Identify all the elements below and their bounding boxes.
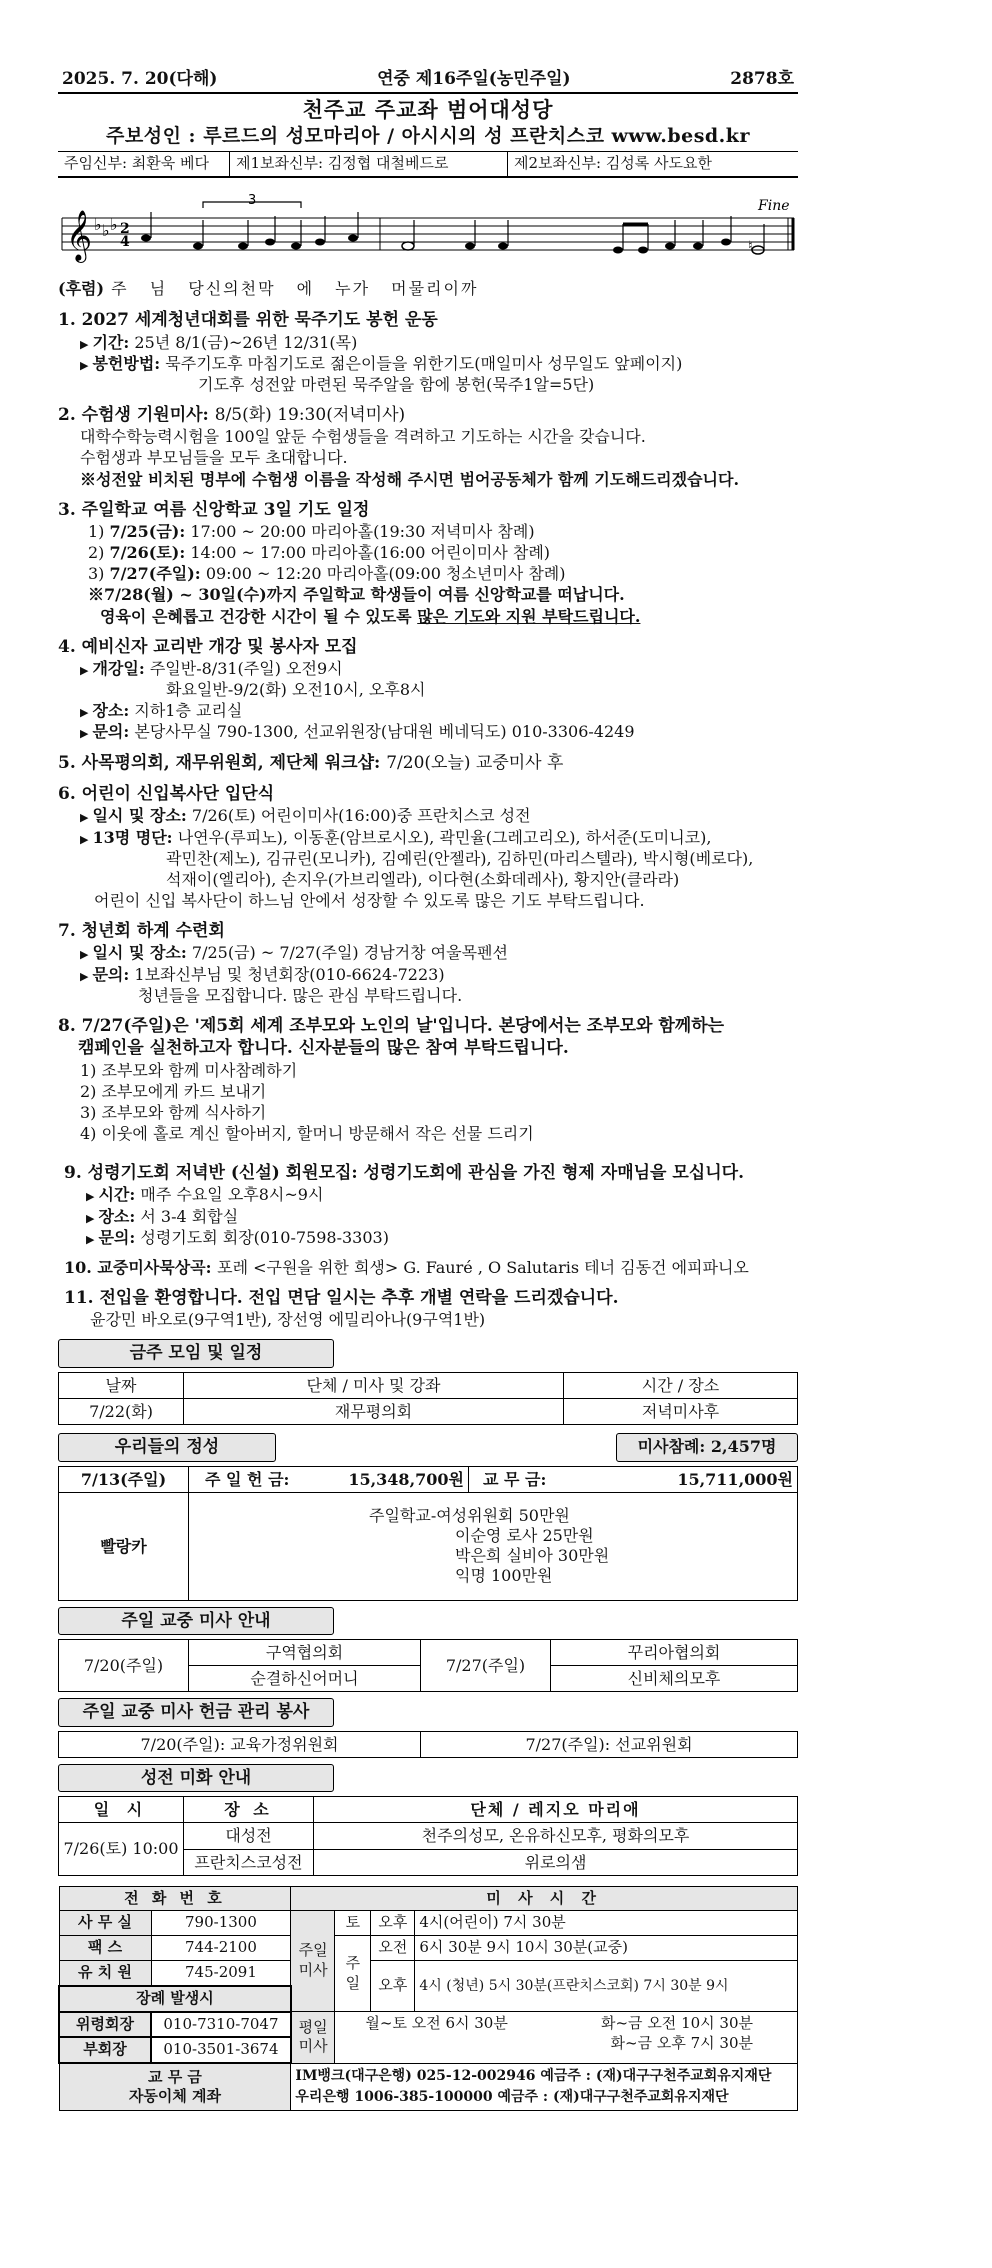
offering-table: 7/13(주일) 주 일 헌 금: 15,348,700원 교 무 금: 15,711,000원 빨랑카 주일학교-여성위원회 50만원 이순영 로사 25만원 박은희 실비아 30만원 익명 100만원 bbox=[58, 1466, 798, 1601]
header bbox=[58, 68, 798, 1330]
cash-service-title: 주일 교중 미사 헌금 관리 봉사 bbox=[58, 1698, 334, 1726]
decoration-section bbox=[58, 1764, 992, 1876]
mass-guide-title: 주일 교중 미사 안내 bbox=[58, 1607, 334, 1635]
decoration-table: 일 시 장 소 단체 / 레지오 마리애 7/26(토) 10:00 대성전 천주의성모, 온유하신모후, 평화의모후 프란치스코성전 위로의샘 bbox=[58, 1796, 798, 1875]
table-row: 7/22(화) 재무평의회 저녁미사후 bbox=[59, 1399, 798, 1425]
offering-title: 우리들의 정성 bbox=[58, 1433, 276, 1461]
lyrics-line bbox=[58, 278, 798, 299]
svg-text:♭: ♭ bbox=[94, 215, 102, 235]
priests-row bbox=[58, 151, 798, 178]
notice-9: 9. 성령기도회 저녁반 (신설) 회원모집: 성령기도회에 관심을 가진 형제 자매님을 모십니다. ▶ 시간: 매주 수요일 오후8시~9시 ▶ 장소: 서 3-4 회합실 ▶ 문의: 성령기도회 회장(010-7598-3303) bbox=[64, 1163, 744, 1247]
svg-text:4: 4 bbox=[120, 234, 130, 251]
notice-4: 4. 예비신자 교리반 개강 및 봉사자 모집 ▶ 개강일: 주일반-8/31(주일) 오전9시 화요일반-9/2(화) 오전10시, 오후8시 ▶ 장소: 지하1층 교리실 ▶ 문의: 본당사무실 790-1300, 선교위원장(남대원 베네딕도) 010-3306-4249 bbox=[58, 636, 635, 742]
meetings-table: 날짜 단체 / 미사 및 강좌 시간 / 장소 7/22(화) 재무평의회 저녁미사후 bbox=[58, 1372, 798, 1425]
notice-2: 2. 수험생 기원미사: 8/5(화) 19:30(저녁미사) 대학수학능력시험을 100일 앞둔 수험생들을 격려하고 기도하는 시간을 갖습니다. 수험생과 부모님들을 모두 초대합니다. ※성전앞 비치된 명부에 수험생 이름을 작성해 주시면 범어공동체가 함께 기도해드리겠습니다. bbox=[58, 404, 740, 489]
svg-text:♭: ♭ bbox=[102, 221, 110, 241]
issue-date: 2025. 7. 20(다해) bbox=[62, 69, 218, 89]
first-assistant: 제1보좌신부: 김정협 대철베드로 bbox=[230, 152, 508, 176]
svg-text:♮: ♮ bbox=[748, 239, 753, 255]
sheet-music-graphic bbox=[58, 188, 798, 280]
mass-guide-table: 7/20(주일) 구역협의회 7/27(주일) 꾸리아협의회 순결하신어머니 신비체의모후 bbox=[58, 1639, 798, 1692]
svg-text:3: 3 bbox=[248, 193, 257, 209]
refrain-label: (후렴) bbox=[58, 279, 105, 299]
notice-1: 1. 2027 세계청년대회를 위한 묵주기도 봉헌 운동 ▶ 기간: 25년 8/1(금)~26년 12/31(목) ▶ 봉헌방법: 묵주기도후 마침기도로 젊은이들을 위한기도(매일미사 성무일도 앞페이지) 기도후 성전앞 마련된 묵주알을 함에 봉헌(묵주1알=5단) bbox=[58, 310, 683, 394]
svg-text:2: 2 bbox=[120, 221, 130, 238]
meetings-title: 금주 모임 및 일정 bbox=[58, 1339, 334, 1367]
notice-6: 6. 어린이 신입복사단 입단식 ▶ 일시 및 장소: 7/26(토) 어린이미사(16:00)중 프란치스코 성전 ▶ 13명 명단: 나연우(루피노), 이동훈(암브로시오), 곽민율(그레고리오), 하서준(도미니코), 곽민찬(제노), 김규린(모니카), 김예린(안젤라), 김하민(마리스텔라), 박시형(베로다), 석재이(엘리아), 손지우(가브리엘라), 이다현(소화데레사), 황지안(클라라) 어린이 신입 복사단이 하느님 안에서 성장할 수 있도록 많은 기도 부탁드립니다. bbox=[58, 783, 754, 910]
issue-number: 2878호 bbox=[730, 69, 794, 89]
second-assistant: 제2보좌신부: 김성록 사도요한 bbox=[514, 154, 713, 173]
cash-service-section bbox=[58, 1698, 992, 1758]
church-name: 천주교 주교좌 범어대성당 bbox=[302, 97, 554, 123]
footer-table: 전 화 번 호 미 사 시 간 사 무 실 790-1300 주일 미사 토 오후 4시(어린이) 7시 30분 팩 스 744-2100 주일 오전 6시 30분 9시 10시 30분(교중) 유 치 원 745-2091 오후 4시 (청년) 5시 30분(프란치스코회) 7시 30분 9시 장례 발생시 위령회장 010-7310-7047 평일 미사 월~토 오전 6시 30분 화~금 오전 10시 30분 화~금 오후 7시 30분 부회장 010-3501-3674 교 무 금 자동이체 계좌 IM뱅크(대구은행) 025-12-002946 예금주 : (재)대구구천주교회유지재단 우리은행 1006-385-100000 예금주 : (재)대구구천주교회유지재단 bbox=[58, 1886, 798, 2111]
refrain-lyrics: 주 님 당신의천막 에 누가 머물리이까 bbox=[111, 279, 479, 299]
top-line bbox=[58, 68, 798, 92]
patron-saints: 주보성인 : 루르드의 성모마리아 / 아시시의 성 프란치스코 www.besd.kr bbox=[106, 125, 750, 148]
footer-info bbox=[58, 1886, 992, 2111]
svg-text:𝄞: 𝄞 bbox=[66, 210, 93, 262]
offering-section bbox=[58, 1433, 992, 1601]
music-staff bbox=[58, 188, 798, 280]
notice-list bbox=[58, 309, 798, 1330]
svg-text:♭: ♭ bbox=[110, 215, 118, 235]
notice-5: 5. 사목평의회, 재무위원회, 제단체 워크샵: 7/20(오늘) 교중미사 후 bbox=[58, 752, 564, 773]
liturgical-week: 연중 제16주일(농민주일) bbox=[377, 69, 571, 89]
mass-guide-section bbox=[58, 1607, 992, 1693]
notice-7: 7. 청년회 하계 수련회 ▶ 일시 및 장소: 7/25(금) ~ 7/27(주일) 경남거창 여울목펜션 ▶ 문의: 1보좌신부님 및 청년회장(010-6624-7223) 청년들을 모집합니다. 많은 관심 부탁드립니다. bbox=[58, 920, 508, 1005]
notice-11: 11. 전입을 환영합니다. 전입 면담 일시는 추후 개별 연락을 드리겠습니다. 윤강민 바오로(9구역1반), 장선영 에밀리아나(9구역1반) bbox=[64, 1287, 619, 1330]
cash-service-table: 7/20(주일): 교육가정위원회 7/27(주일): 선교위원회 bbox=[58, 1731, 798, 1758]
notice-3: 3. 주일학교 여름 신앙학교 3일 기도 일정 1) 7/25(금): 17:00 ~ 20:00 마리아홀(19:30 저녁미사 참례) 2) 7/26(토): 14:00 ~ 17:00 마리아홀(16:00 어린이미사 참례) 3) 7/27(주일): 09:00 ~ 12:20 마리아홀(09:00 청소년미사 참례) ※7/28(월) ~ 30일(수)까지 주일학교 학생들이 여름 신앙학교를 떠납니다. 영육이 은혜롭고 건강한 시간이 될 수 있도록 많은 기도와 지원 부탁드립니다. bbox=[58, 499, 641, 626]
decoration-title: 성전 미화 안내 bbox=[58, 1764, 334, 1792]
fine-mark: Fine bbox=[758, 198, 790, 215]
attendance-badge: 미사참례: 2,457명 bbox=[616, 1433, 798, 1461]
pastor: 주임신부: 최환욱 베다 bbox=[58, 152, 230, 176]
meetings-section bbox=[58, 1339, 992, 1425]
notice-10: 10. 교중미사묵상곡: 포레 <구원을 위한 희생> G. Fauré , O Salutaris 테너 김동건 에피파니오 bbox=[64, 1257, 749, 1277]
notice-8: 8. 7/27(주일)은 '제5회 세계 조부모와 노인의 날'입니다. 본당에서는 조부모와 함께하는 캠페인을 실천하고자 합니다. 신자분들의 많은 참여 부탁드립니다. 1) 조부모와 함께 미사참례하기 2) 조부모에게 카드 보내기 3) 조부모와 함께 식사하기 4) 이웃에 홀로 계신 할아버지, 할머니 방문해서 작은 선물 드리기 bbox=[58, 1015, 725, 1143]
